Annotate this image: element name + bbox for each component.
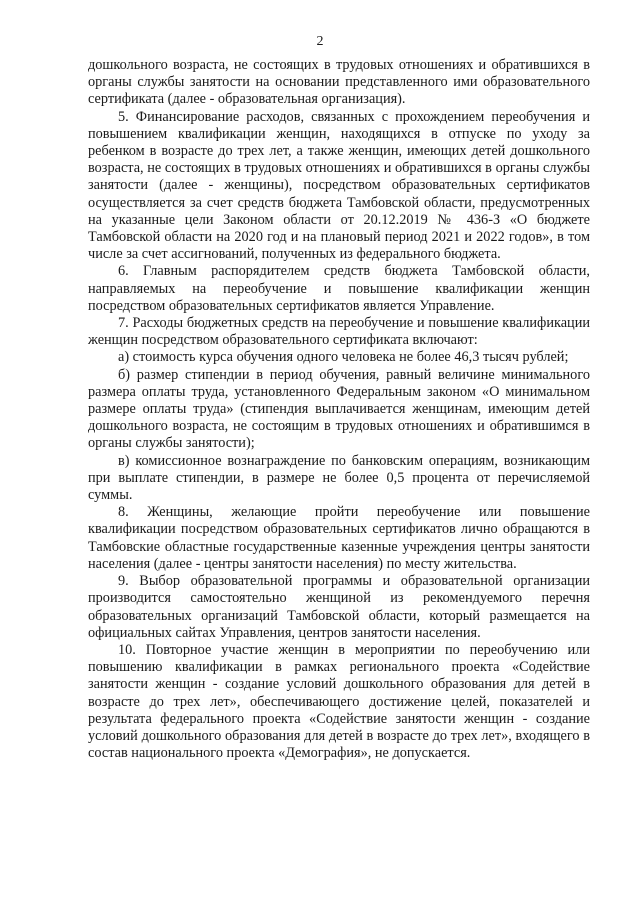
paragraph-item-7b: б) размер стипендии в период обучения, равный величине минимального размера оплаты труда, установленного Федеральным законом «О минимальном размере оплаты труда» (стипендия выплачивается женщинам, имеющим детей дошкольного возраста, не состоящим в трудовых отношениях и обратившимся в органы службы занятости); bbox=[88, 366, 590, 452]
paragraph-item-10: 10. Повторное участие женщин в мероприятии по переобучению или повышению квалификации в рамках регионального проекта «Содействие занятости женщин - создание условий дошкольного образования для детей в возрасте до трех лет», обеспечивающего достижение целей, показателей и результата федерального проекта «Содействие занятости женщин - создание условий дошкольного образования для детей в возрасте до трех лет», входящего в состав национального проекта «Демография», не допускается. bbox=[88, 641, 590, 762]
page-number: 2 bbox=[316, 34, 324, 49]
paragraph-item-7: 7. Расходы бюджетных средств на переобучение и повышение квалификации женщин посредством образовательного сертификата включают: bbox=[88, 315, 590, 349]
paragraph-item-7v: в) комиссионное вознаграждение по банковским операциям, возникающим при выплате стипендии, в размере не более 0,5 процента от перечисляемой суммы. bbox=[88, 452, 590, 504]
paragraph-continued: дошкольного возраста, не состоящих в трудовых отношениях и обратившихся в органы службы занятости на основании представленного ими образовательного сертификата (далее - образовательная организация). bbox=[88, 57, 590, 108]
paragraph-item-6: 6. Главным распорядителем средств бюджета Тамбовской области, направляемых на переобучение и повышение квалификации женщин посредством образовательных сертификатов является Управление. bbox=[88, 263, 590, 314]
document-body bbox=[88, 57, 590, 762]
paragraph-item-5: 5. Финансирование расходов, связанных с прохождением переобучения и повышением квалификации женщин, находящихся в отпуске по уходу за ребенком в возрасте до трех лет, а также женщин, имеющих детей дошкольного возраста, не состоящих в трудовых отношениях и обратившихся в органы службы занятости (далее - женщины), посредством образовательных сертификатов осуществляется за счет средств бюджета Тамбовской области, предусмотренных на указанные цели Законом области от 20.12.2019 № 436-З «О бюджете Тамбовской области на 2020 год и на плановый период 2021 и 2022 годов», в том числе за счет ассигнований, полученных из федерального бюджета. bbox=[88, 108, 590, 263]
paragraph-item-7a: а) стоимость курса обучения одного человека не более 46,3 тысяч рублей; bbox=[118, 349, 569, 366]
paragraph-item-8: 8. Женщины, желающие пройти переобучение или повышение квалификации посредством образовательных сертификатов лично обращаются в Тамбовские областные государственные казенные учреждения центры занятости населения (далее - центры занятости населения) по месту жительства. bbox=[88, 504, 590, 572]
paragraph-item-9: 9. Выбор образовательной программы и образовательной организации производится самостоятельно женщиной из рекомендуемого перечня образовательных организаций Тамбовской области, который размещается на официальных сайтах Управления, центров занятости населения. bbox=[88, 573, 590, 641]
